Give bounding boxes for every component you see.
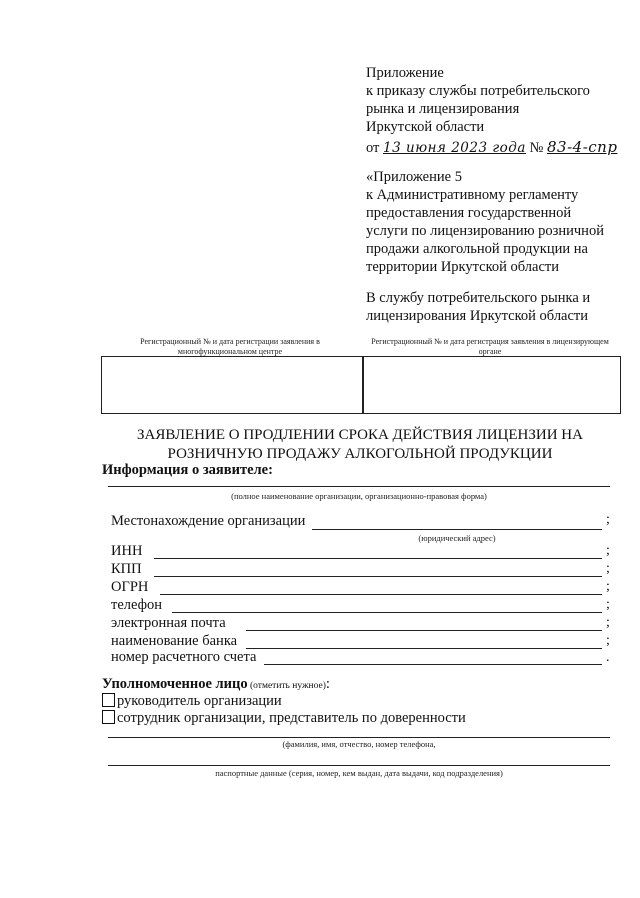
order-line-1: к приказу службы потребительского xyxy=(366,83,590,99)
appendix5-block xyxy=(366,168,636,276)
location-line[interactable] xyxy=(312,529,602,530)
kpp-line[interactable] xyxy=(154,576,602,577)
document-title xyxy=(100,426,620,464)
bank-semicolon: ; xyxy=(606,633,610,648)
authorized-note: (отметить нужное) xyxy=(247,681,326,691)
mfc-registration-caption: Регистрационный № и дата регистрации заявления в многофункциональном центре xyxy=(140,337,320,356)
addressee-line-1: В службу потребительского рынка и xyxy=(366,290,591,306)
director-checkbox[interactable] xyxy=(102,693,115,707)
inn-semicolon: ; xyxy=(606,543,610,558)
email-line[interactable] xyxy=(246,630,602,631)
applicant-heading: Информация о заявителе: xyxy=(102,462,273,478)
director-label: руководитель организации xyxy=(117,693,282,709)
account-period: . xyxy=(606,650,610,665)
appendix5-line-3: предоставления государственной xyxy=(366,205,572,221)
account-label: номер расчетного счета xyxy=(111,649,257,665)
org-name-line[interactable] xyxy=(108,486,610,487)
phone-line[interactable] xyxy=(172,612,602,613)
employee-checkbox[interactable] xyxy=(102,710,115,724)
licensing-registration-box[interactable] xyxy=(362,356,621,414)
ogrn-semicolon: ; xyxy=(606,579,610,594)
person-caption: (фамилия, имя, отчество, номер телефона, xyxy=(282,739,436,749)
order-date-number xyxy=(366,138,636,157)
handwritten-number: 83-4-спр xyxy=(547,138,618,156)
location-caption: (юридический адрес) xyxy=(418,533,496,543)
order-header xyxy=(366,64,636,157)
ogrn-label: ОГРН xyxy=(111,579,149,595)
option-employee[interactable] xyxy=(102,710,466,727)
appendix5-line-5: продажи алкогольной продукции на xyxy=(366,241,588,257)
bank-label: наименование банка xyxy=(111,633,238,649)
licensing-registration-caption: Регистрационный № и дата регистрация заявления в лицензирующем органе xyxy=(371,337,609,356)
org-name-caption: (полное наименование организации, организационно-правовая форма) xyxy=(231,491,487,501)
kpp-label: КПП xyxy=(111,561,142,577)
appendix5-line-4: услуги по лицензированию розничной xyxy=(366,223,604,239)
appendix-label: Приложение xyxy=(366,65,444,81)
title-line-2: РОЗНИЧНУЮ ПРОДАЖУ АЛКОГОЛЬНОЙ ПРОДУКЦИИ xyxy=(167,446,553,462)
phone-label: телефон xyxy=(111,597,163,613)
addressee-line-2: лицензирования Иркутской области xyxy=(366,308,589,324)
title-line-1: ЗАЯВЛЕНИЕ О ПРОДЛЕНИИ СРОКА ДЕЙСТВИЯ ЛИЦЕНЗИИ НА xyxy=(137,427,583,443)
employee-label: сотрудник организации, представитель по доверенности xyxy=(117,710,466,726)
kpp-semicolon: ; xyxy=(606,561,610,576)
inn-line[interactable] xyxy=(154,558,602,559)
inn-label: ИНН xyxy=(111,543,143,559)
bank-line[interactable] xyxy=(246,648,602,649)
phone-semicolon: ; xyxy=(606,597,610,612)
addressee-block xyxy=(366,289,636,325)
passport-line[interactable] xyxy=(108,765,610,766)
number-label: № xyxy=(529,140,544,156)
authorized-heading: Уполномоченное лицо xyxy=(102,676,248,692)
account-line[interactable] xyxy=(264,664,602,665)
appendix5-line-2: к Административному регламенту xyxy=(366,187,579,203)
from-label: от xyxy=(366,140,380,156)
person-line[interactable] xyxy=(108,737,610,738)
authorized-heading-row xyxy=(102,676,330,693)
mfc-registration-box[interactable] xyxy=(101,356,364,414)
order-line-3: Иркутской области xyxy=(366,119,485,135)
appendix5-line-6: территории Иркутской области xyxy=(366,259,559,275)
order-line-2: рынка и лицензирования xyxy=(366,101,520,117)
passport-caption: паспортные данные (серия, номер, кем выдан, дата выдачи, код подразделения) xyxy=(215,768,503,778)
handwritten-date: 13 июня 2023 года xyxy=(383,140,526,156)
location-label: Местонахождение организации xyxy=(111,513,306,529)
email-semicolon: ; xyxy=(606,615,610,630)
location-semicolon: ; xyxy=(606,512,610,527)
option-director[interactable] xyxy=(102,693,282,710)
ogrn-line[interactable] xyxy=(160,594,602,595)
appendix5-line-1: «Приложение 5 xyxy=(366,169,462,185)
authorized-colon: : xyxy=(325,676,330,692)
email-label: электронная почта xyxy=(111,615,226,631)
